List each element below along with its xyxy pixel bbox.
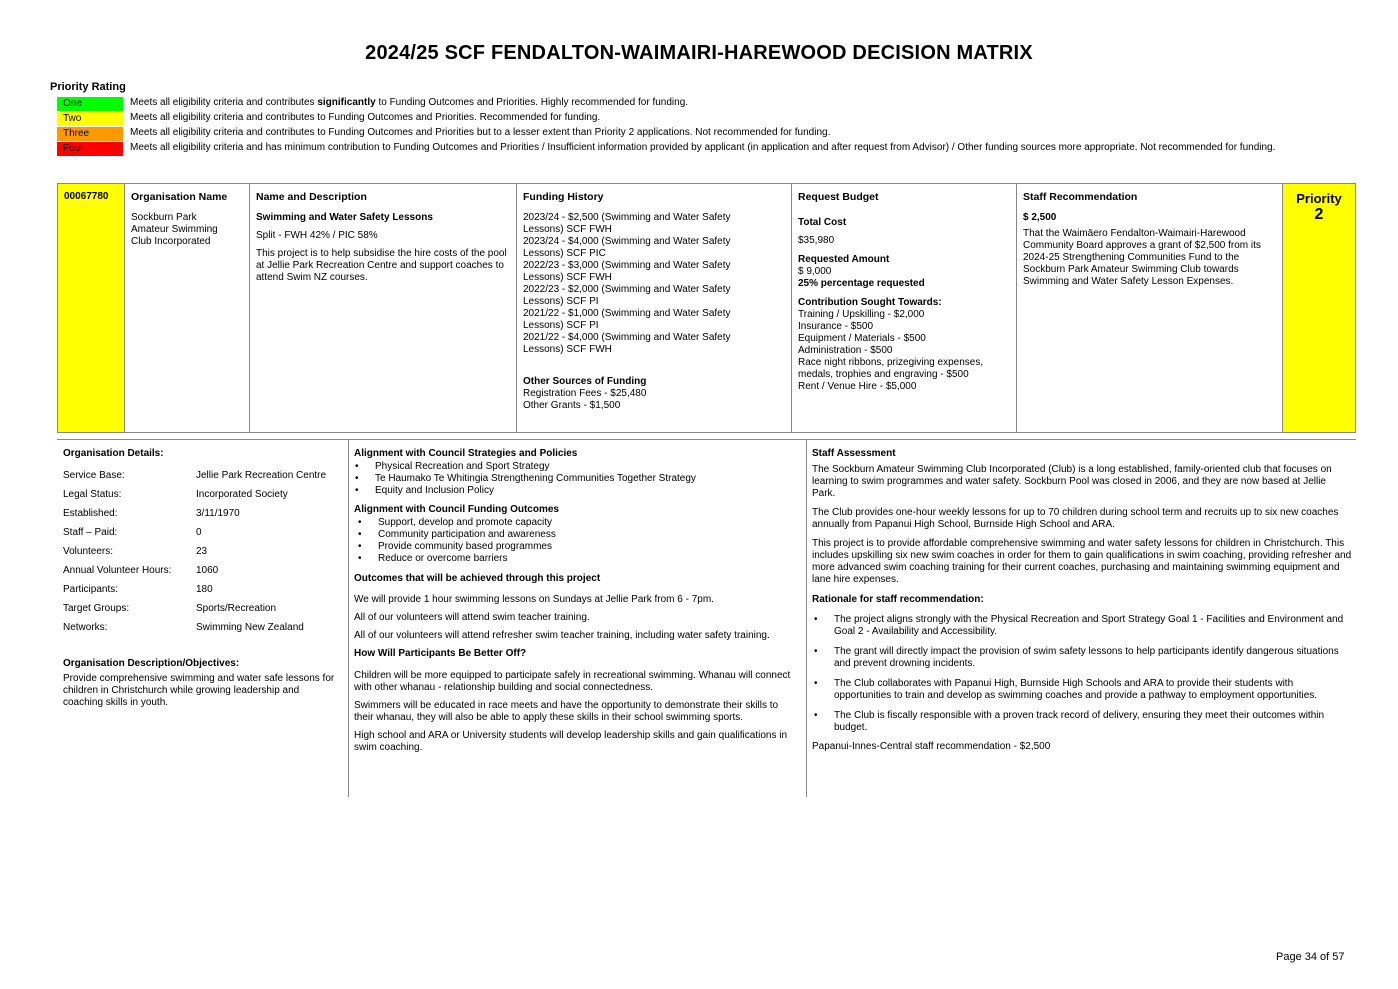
record-id: 00067780 xyxy=(64,191,109,202)
org-detail-row xyxy=(63,546,343,565)
org-detail-row xyxy=(63,470,343,489)
page-title: 2024/25 SCF FENDALTON-WAIMAIRI-HAREWOOD DECISION MATRIX xyxy=(365,42,1033,64)
outcome-item: • Reduce or overcome barriers xyxy=(378,553,799,565)
org-name-cell xyxy=(125,184,250,432)
achieve-item: We will provide 1 hour swimming lessons on Sundays at Jellie Park from 6 - 7pm. xyxy=(354,594,714,605)
contribution-label: Contribution Sought Towards: xyxy=(798,297,942,308)
funding-history-item: 2021/22 - $4,000 (Swimming and Water Safety Lessons) SCF FWH xyxy=(523,332,731,355)
outcome-item: • Support, develop and promote capacity xyxy=(378,517,799,529)
description-header: Name and Description xyxy=(256,191,367,203)
priority-label: Priority xyxy=(1296,191,1342,206)
strategies-header: Alignment with Council Strategies and Policies xyxy=(354,448,578,459)
strategy-item: • Physical Recreation and Sport Strategy xyxy=(375,461,799,473)
staff-recommendation-amount: $ 2,500 xyxy=(1023,212,1057,223)
staff-recommendation-text: That the Waimāero Fendalton-Waimairi-Harewood Community Board approves a grant of $2,500 from its 2024-25 Strengthening Communities Fund to the Sockburn Park Amateur Swimming Club towards Swimming and Water Safety Lesson Expenses. xyxy=(1023,228,1261,287)
funding-history-item: 2022/23 - $2,000 (Swimming and Water Safety Lessons) SCF PI xyxy=(523,284,731,307)
org-detail-value: 180 xyxy=(196,584,213,595)
other-sources-header: Other Sources of Funding xyxy=(523,376,647,387)
contribution-item: Equipment / Materials - $500 xyxy=(798,333,926,344)
rationale-item: • The Club is fiscally responsible with a proven track record of delivery, ensuring they meet their outcomes within budget. xyxy=(834,710,1352,734)
priority-desc-two: Meets all eligibility criteria and contributes to Funding Outcomes and Priorities. Recommended for funding. xyxy=(130,112,601,123)
org-detail-label: Participants: xyxy=(63,584,119,595)
org-detail-value: Sports/Recreation xyxy=(196,603,277,614)
funding-history-item: 2021/22 - $1,000 (Swimming and Water Safety Lessons) SCF PI xyxy=(523,308,731,331)
column-divider xyxy=(806,439,807,797)
strategy-item: • Te Haumako Te Whitingia Strengthening Communities Together Strategy xyxy=(375,473,799,485)
strategy-item: • Equity and Inclusion Policy xyxy=(375,485,799,497)
funding-history-item: 2023/24 - $4,000 (Swimming and Water Safety Lessons) SCF PIC xyxy=(523,236,731,259)
record-id-cell xyxy=(58,184,125,432)
staff-assessment-section xyxy=(812,448,1352,753)
priority-rating-label: Priority Rating xyxy=(50,81,126,93)
org-detail-label: Legal Status: xyxy=(63,489,122,500)
staff-assessment-header: Staff Assessment xyxy=(812,448,896,459)
staff-recommendation-header: Staff Recommendation xyxy=(1023,191,1138,203)
contribution-item: Race night ribbons, prizegiving expenses, medals, trophies and engraving - $500 xyxy=(798,357,984,380)
org-detail-label: Service Base: xyxy=(63,470,125,481)
funding-history-item: 2022/23 - $3,000 (Swimming and Water Safety Lessons) SCF FWH xyxy=(523,260,731,283)
priority-swatch-two: Two xyxy=(57,112,123,126)
percent-requested: 25% percentage requested xyxy=(798,278,925,289)
request-budget-header: Request Budget xyxy=(798,191,879,203)
rationale-list xyxy=(812,614,1352,734)
assessment-closing: Papanui-Innes-Central staff recommendation - $2,500 xyxy=(812,741,1051,752)
org-detail-row xyxy=(63,527,343,546)
priority-cell xyxy=(1283,184,1355,432)
org-detail-value: 23 xyxy=(196,546,208,557)
priority-value: 2 xyxy=(1314,206,1324,223)
better-off-header: How Will Participants Be Better Off? xyxy=(354,648,527,659)
rationale-header: Rationale for staff recommendation: xyxy=(812,594,984,605)
funding-history-header: Funding History xyxy=(523,191,604,203)
org-detail-row xyxy=(63,565,343,584)
org-detail-row xyxy=(63,508,343,527)
org-detail-row xyxy=(63,584,343,603)
outcome-item: • Community participation and awareness xyxy=(378,529,799,541)
section-divider xyxy=(57,439,1356,440)
assessment-paragraph: The Sockburn Amateur Swimming Club Incorporated (Club) is a long established, family-oriented club that focuses on learning to swim programmes and water safety. Sockburn Pool was closed in 2006, and they are now based at Jellie Park. xyxy=(812,464,1332,499)
total-cost-value: $35,980 xyxy=(798,235,835,246)
org-detail-label: Annual Volunteer Hours: xyxy=(63,565,172,576)
achieve-header: Outcomes that will be achieved through this project xyxy=(354,573,601,584)
priority-desc-one: Meets all eligibility criteria and contributes significantly to Funding Outcomes and Priorities. Highly recommended for funding. xyxy=(130,97,689,108)
priority-desc-four: Meets all eligibility criteria and has minimum contribution to Funding Outcomes and Priorities / Insufficient information provided by applicant (in application and after request from Advisor) / Other funding sources more appropriate. Not recommended for funding. xyxy=(130,142,1276,153)
better-off-item: Children will be more equipped to participate safely in recreational swimming. Whanau will connect with other whanau - relationship building and social connectedness. xyxy=(354,670,791,693)
staff-recommendation-cell xyxy=(1017,184,1283,432)
assessment-paragraph: This project is to provide affordable comprehensive swimming and water safety lessons for children in Christchurch. This includes upskilling six new swim coaches in order for them to gain qualifications in swim coaching, providing refresher and more advanced swim coaching training for their current coaches, purchasing and maintaining swimming equipment and lane hire expenses. xyxy=(812,538,1352,585)
org-detail-value: 3/11/1970 xyxy=(196,508,240,519)
achieve-item: All of our volunteers will attend refresher swim teacher training, including water safety training. xyxy=(354,630,770,641)
page-number: Page 34 of 57 xyxy=(1276,951,1345,963)
org-name-header: Organisation Name xyxy=(131,191,228,203)
outcomes-header: Alignment with Council Funding Outcomes xyxy=(354,504,559,515)
project-description: This project is to help subsidise the hire costs of the pool at Jellie Park Recreation Centre and support coaches to attend Swim NZ courses. xyxy=(256,248,507,283)
outcome-item: • Provide community based programmes xyxy=(378,541,799,553)
application-table xyxy=(57,183,1356,433)
org-detail-label: Staff – Paid: xyxy=(63,527,118,538)
org-detail-value: 0 xyxy=(196,527,202,538)
org-detail-row xyxy=(63,622,343,641)
priority-swatch-three: Three xyxy=(57,127,123,141)
total-cost-label: Total Cost xyxy=(798,217,847,228)
funding-history-cell xyxy=(517,184,792,432)
requested-amount-value: $ 9,000 xyxy=(798,266,832,277)
priority-swatch-four: Four xyxy=(57,142,123,156)
funding-history-list xyxy=(523,212,753,356)
contribution-item: Training / Upskilling - $2,000 xyxy=(798,309,925,320)
better-off-item: High school and ARA or University students will develop leadership skills and gain qualifications in swim coaching. xyxy=(354,730,788,753)
org-details-list xyxy=(63,470,343,641)
contribution-item: Insurance - $500 xyxy=(798,321,874,332)
outcomes-list xyxy=(354,517,799,565)
requested-amount-label: Requested Amount xyxy=(798,254,890,265)
org-detail-label: Established: xyxy=(63,508,118,519)
org-detail-label: Target Groups: xyxy=(63,603,130,614)
org-detail-row xyxy=(63,489,343,508)
project-split: Split - FWH 42% / PIC 58% xyxy=(256,230,378,241)
assessment-paragraph: The Club provides one-hour weekly lessons for up to 70 children during school term and recruits up to six new coaches annually from Papanui High School, Burnside High School and ARA. xyxy=(812,507,1339,530)
org-detail-value: Jellie Park Recreation Centre xyxy=(196,470,327,481)
org-detail-label: Networks: xyxy=(63,622,108,633)
org-description-header: Organisation Description/Objectives: xyxy=(63,658,240,669)
rationale-item: • The project aligns strongly with the Physical Recreation and Sport Strategy Goal 1 - Facilities and Environment and Goal 2 - Availability and Accessibility. xyxy=(834,614,1352,638)
org-name: Sockburn Park Amateur Swimming Club Incorporated xyxy=(131,212,218,247)
priority-desc-three: Meets all eligibility criteria and contributes to Funding Outcomes and Priorities but to a lesser extent than Priority 2 applications. Not recommended for funding. xyxy=(130,127,831,138)
alignment-section xyxy=(354,448,799,754)
org-detail-value: 1060 xyxy=(196,565,219,576)
org-description: Provide comprehensive swimming and water safe lessons for children in Christchurch while growing leadership and coaching skills in youth. xyxy=(63,673,335,708)
org-detail-value: Swimming New Zealand xyxy=(196,622,304,633)
contribution-item: Rent / Venue Hire - $5,000 xyxy=(798,381,917,392)
org-detail-row xyxy=(63,603,343,622)
org-detail-label: Volunteers: xyxy=(63,546,114,557)
rationale-item: • The Club collaborates with Papanui High, Burnside High Schools and ARA to provide their students with opportunities to train and develop as swimming coaches and provide a pathway to employment opportunities. xyxy=(834,678,1352,702)
contribution-item: Administration - $500 xyxy=(798,345,893,356)
description-cell xyxy=(250,184,517,432)
achieve-item: All of our volunteers will attend swim teacher training. xyxy=(354,612,590,623)
priority-swatch-one: One xyxy=(57,97,123,111)
funding-history-item: 2023/24 - $2,500 (Swimming and Water Safety Lessons) SCF FWH xyxy=(523,212,731,235)
rationale-item: • The grant will directly impact the provision of swim safety lessons to help participants identify dangerous situations and prevent drowning incidents. xyxy=(834,646,1352,670)
strategies-list xyxy=(354,461,799,497)
org-detail-value: Incorporated Society xyxy=(196,489,288,500)
org-details-section xyxy=(63,448,341,460)
org-description-section xyxy=(63,658,341,709)
better-off-item: Swimmers will be educated in race meets and have the opportunity to demonstrate their skills to their whanau, they will also be able to apply these skills in their school swimming sports. xyxy=(354,700,779,723)
request-budget-cell xyxy=(792,184,1017,432)
org-details-header: Organisation Details: xyxy=(63,448,164,459)
other-source-item: Other Grants - $1,500 xyxy=(523,400,621,411)
column-divider xyxy=(348,439,349,797)
project-name: Swimming and Water Safety Lessons xyxy=(256,212,433,223)
other-source-item: Registration Fees - $25,480 xyxy=(523,388,647,399)
